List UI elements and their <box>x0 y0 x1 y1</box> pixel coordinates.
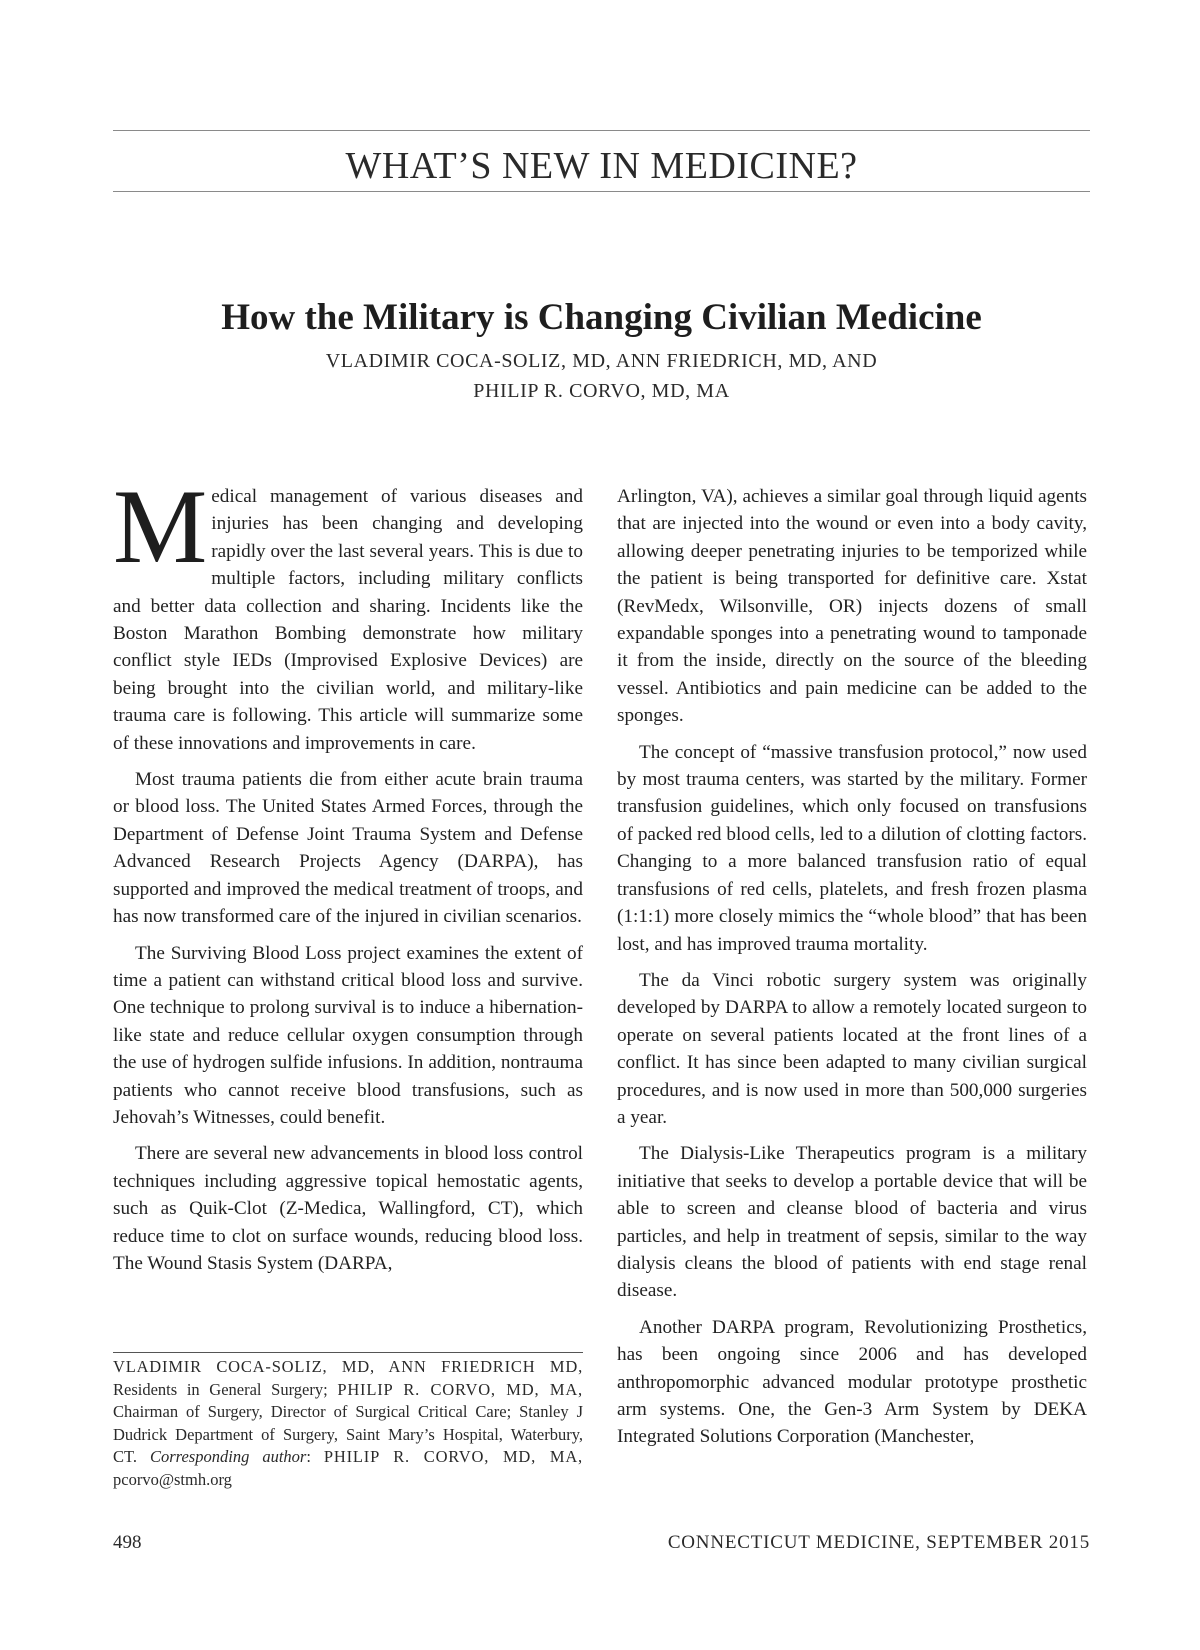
paragraph: The Dialysis-Like Therapeutics program is a military initiative that seeks to develop a portable device that will be able to screen and cleanse blood of bacteria and virus particles, and help in treatment of sepsis, similar to the way dialysis cleans the blood of patients with end stage renal disease. <box>617 1143 1087 1302</box>
paragraph: The da Vinci robotic surgery system was originally developed by DARPA to allow a remotely located surgeon to operate on several patients located at the front lines of a conflict. It has since been adapted to many civilian surgical procedures, and is now used in more than 500,000 surgeries a year. <box>617 969 1087 1128</box>
page-number: 498 <box>113 1532 142 1553</box>
drop-cap: M <box>113 468 208 585</box>
paragraph-intro-text: edical management of various diseases and injuries has been changing and developing rapidly over the last several years. This is due to multiple factors, including military conflicts and better data collection and sharing. Incidents like the Boston Marathon Bombing demonstrate how military conflict style IEDs (Improvised Explosive Devices) are being brought into the civilian world, and military-like trauma care is following. This article will summarize some of these innovations and improvements in care. <box>113 486 583 754</box>
paragraph: Arlington, VA), achieves a similar goal through liquid agents that are injected into the wound or even into a body cavity, allowing deeper penetrating injuries to be temporized while the patient is being transported for definitive care. Xstat (RevMedx, Wilsonville, OR) injects dozens of small expandable sponges into a penetrating wound to tamponade it from the inside, directly on the source of the bleeding vessel. Antibiotics and pain medicine can be added to the sponges. <box>617 486 1087 727</box>
footnote-name: PHILIP R. CORVO, MD, MA, <box>323 1447 583 1467</box>
section-title: WHAT’S NEW IN MEDICINE? <box>345 145 858 187</box>
footnote-rule <box>113 1352 583 1353</box>
left-column <box>113 468 583 1286</box>
article-title: How the Military is Changing Civilian Medicine <box>221 297 982 338</box>
article-authors <box>113 346 1090 406</box>
authors-line-2: PHILIP R. CORVO, MD, MA <box>473 380 730 402</box>
paragraph: There are several new advancements in blood loss control techniques including aggressive topical hemostatic agents, such as Quik-Clot (Z-Medica, Wallingford, CT), which reduce time to clot on surface wounds, reducing blood loss. The Wound Stasis System (DARPA, <box>113 1143 583 1274</box>
footnote-names: VLADIMIR COCA-SOLIZ, MD, ANN FRIEDRICH MD, <box>113 1357 583 1376</box>
footnote-name: PHILIP R. CORVO, MD, MA, <box>337 1379 583 1399</box>
paragraph: Most trauma patients die from either acute brain trauma or blood loss. The United States Armed Forces, through the Department of Defense Joint Trauma System and Defense Advanced Research Projects Agency (DARPA), has supported and improved the medical treatment of troops, and has now transformed care of the injured in civilian scenarios. <box>113 769 583 928</box>
right-column <box>617 483 1087 1460</box>
author-footnote <box>113 1356 583 1492</box>
header-top-rule <box>113 130 1090 131</box>
authors-line-1: VLADIMIR COCA-SOLIZ, MD, ANN FRIEDRICH, MD, AND <box>325 350 878 372</box>
paragraph-intro <box>113 468 583 757</box>
paragraph: Another DARPA program, Revolutionizing Prosthetics, has been ongoing since 2006 and has developed anthropomorphic advanced modular prototype prosthetic arm systems. One, the Gen-3 Arm System by DEKA Integrated Solutions Corporation (Manchester, <box>617 1316 1087 1448</box>
paragraph: The concept of “massive transfusion protocol,” now used by most trauma centers, was started by the military. Former transfusion guidelines, which only focused on transfusions of packed red blood cells, led to a dilution of clotting factors. Changing to a more balanced transfusion ratio of equal transfusions of red cells, platelets, and fresh frozen plasma (1:1:1) more closely mimics the “whole blood” that has been lost, and has improved trauma mortality. <box>617 741 1087 955</box>
paragraph: The Surviving Blood Loss project examines the extent of time a patient can withstand critical blood loss and survive. One technique to prolong survival is to induce a hibernation-like state and reduce cellular oxygen consumption through the use of hydrogen sulfide infusions. In addition, nontrauma patients who cannot receive blood transfusions, such as Jehovah’s Witnesses, could benefit. <box>113 942 583 1128</box>
footnote-text: : <box>306 1447 324 1467</box>
journal-footer: CONNECTICUT MEDICINE, SEPTEMBER 2015 <box>667 1532 1090 1553</box>
header-bottom-rule <box>113 191 1090 192</box>
footnote-text: Chairman of Surgery, Director of Surgical Critical Care; Stanley J Dudrick Department of Surgery, Saint Mary’s Hospital, Waterbury, CT. <box>113 1402 583 1467</box>
corresponding-author-label: Corresponding author <box>150 1447 307 1467</box>
footnote-email: pcorvo@stmh.org <box>113 1469 232 1489</box>
footnote-text: Residents in General Surgery; <box>113 1379 338 1399</box>
